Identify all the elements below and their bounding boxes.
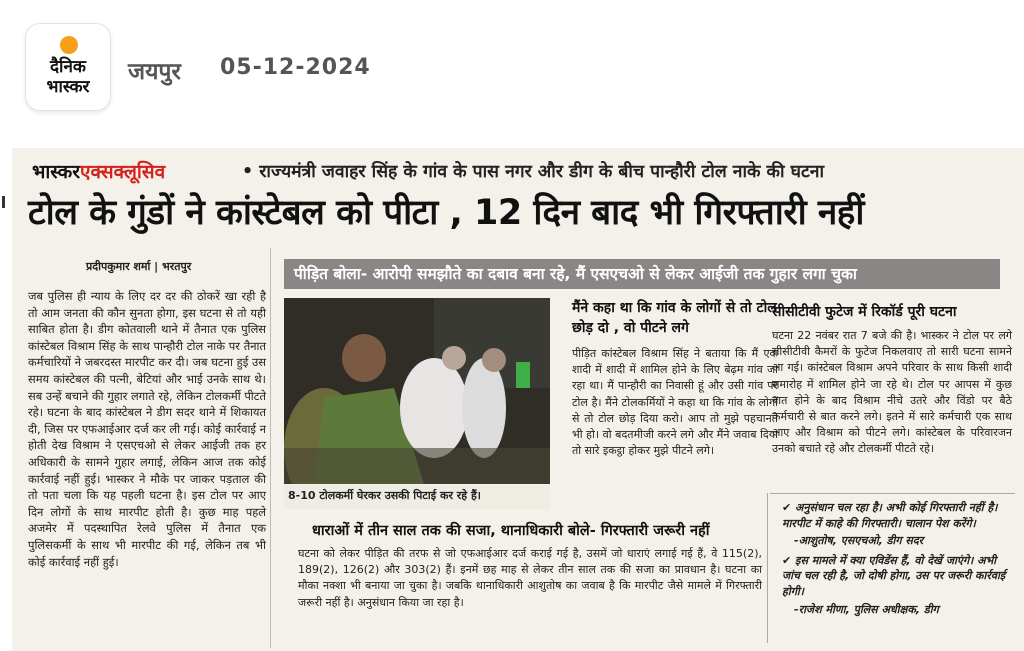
section-body: घटना को लेकर पीड़ित की तरफ से जो एफआईआर दर्ज कराई गई है, उसमें जो धाराएं लगाई गई हैं, वे 115(2), 189(2), 126(2) और 303(2) हैं। इनमें छह माह से लेकर तीन साल तक की सजा का प्रावधान है। घटना का मौका नक्शा भी बनाया जा चुका है। जबकि थानाधिकारी आशुतोष का जवाब है कि मारपीट जैसे मामले में गिरफ्तारी जरूरी नहीं है। अनुसंधान किया जा रहा है। [298, 547, 762, 609]
headline: टोल के गुंडों ने कांस्टेबल को पीटा , 12 दिन बाद भी गिरफ्तारी नहीं [28, 193, 864, 233]
quote-text: अनुसंधान चल रहा है। अभी कोई गिरफ्तारी नहीं है। मारपीट में काहे की गिरफ्तारी। चालान पेश करेंगे। [782, 501, 998, 530]
quote-item: ✔ इस मामले में क्या एविडेंस हैं, वो देखें जाएंगे। अभी जांच चल रही है, जो दोषी होगा, उस पर जरूरी कार्रवाई होगी। [782, 553, 1006, 598]
kicker-row [32, 154, 1017, 188]
left-column-body: जब पुलिस ही न्याय के लिए दर दर की ठोकरें खा रही है तो आम जनता की कौन सुनता होगा, इस घटना से तो यही साबित होता है। डीग कोतवाली थाने में तैनात एक पुलिस कांस्टेबल विश्राम सिंह के साथ पान्हौरी टोल नाके पर तैनात कर्मचारियों ने जबरदस्त मारपीट कर दी। जब घटना हुई उस समय कांस्टेबल की पत्नी, बेटियां और भाई उनके साथ थे। सब उन्हें बचाने की गुहार लगाते रहे, लेकिन टोलकर्मी पीटते रहे। घटना के बाद कांस्टेबल ने डीग सदर थाने में शिकायत दी, जिस पर एफआईआर दर्ज कर ली गई। कोई कार्रवाई न होती देख विश्राम ने एसएचओ से लेकर आईजी तक हर अधिकारी के सामने गुहार लगाई, लेकिन आज तक कोई कार्रवाई नहीं हुई। भास्कर ने मौके पर जाकर पड़ताल की तो पता चला कि यह पहली घटना है। इस टोल पर आए दिन लोगों के साथ मारपीट होती है। कुछ माह पहले अजमेर में पदस्थापित रेलवे पुलिस में तैनात एक पुलिसकर्मी के साथ भी मारपीट की गई, लेकिन तब भी कोई कार्रवाई नहीं हुई। [28, 289, 266, 569]
quote-text: इस मामले में क्या एविडेंस हैं, वो देखें जाएंगे। अभी जांच चल रही है, जो दोषी होगा, उस पर जरूरी कार्रवाई होगी। [782, 553, 1006, 598]
mid-column-heading: मैंने कहा था कि गांव के लोगों से तो टोल छोड़ दो , वो पीटने लगे [572, 300, 777, 336]
section-heading: धाराओं में तीन साल तक की सजा, थानाधिकारी बोले- गिरफ्तारी जरूरी नहीं [312, 523, 710, 539]
edition-date: 05-12-2024 [220, 55, 371, 80]
cctv-photo-illustration [284, 298, 550, 484]
kicker-brand [32, 158, 165, 184]
quote-box-left-rule [767, 493, 768, 643]
kicker-text: • राज्यमंत्री जवाहर सिंह के गांव के पास नगर और डीग के बीच पान्हौरी टोल नाके की घटना [242, 162, 825, 182]
cctv-photo [284, 298, 550, 484]
quote-box [782, 500, 1012, 621]
dainik-bhaskar-logo[interactable] [26, 24, 110, 110]
quote-item: ✔ अनुसंधान चल रहा है। अभी कोई गिरफ्तारी नहीं है। मारपीट में काहे की गिरफ्तारी। चालान पेश करेंगे। [782, 501, 998, 530]
column-divider [270, 248, 271, 648]
app-header [0, 0, 1024, 130]
right-column-heading: सीसीटीवी फुटेज में रिकॉर्ड पूरी घटना [772, 304, 957, 320]
quote-box-divider [770, 493, 1015, 494]
logo-text-line1: दैनिक [50, 57, 86, 77]
quote-attribution: -आशुतोष, एसएचओ, डीग सदर [794, 534, 924, 548]
kicker-brand-black: भास्कर [32, 161, 81, 183]
sun-icon [60, 36, 78, 54]
right-column-body: घटना 22 नवंबर रात 7 बजे की है। भास्कर ने टोल पर लगे सीसीटीवी कैमरों के फुटेज निकलवाए तो सारी घटना सामने आ गई। कांस्टेबल विश्राम अपने परिवार के साथ किसी शादी समारोह में शामिल होने जा रहे थे। टोल पर आपस में कुछ बात होने के बाद विश्राम नीचे उतरे और विंडो पर बैठे कर्मचारी से बात करने लगे। इतने में सारे कर्मचारी एक साथ आए और विश्राम को पीटने लगे। कांस्टेबल के परिवारजन उनको बचाते रहे और टोलकर्मी पीटते रहे। [772, 329, 1012, 456]
logo-text-line2: भास्कर [46, 77, 90, 97]
page-edge-mark [2, 196, 5, 208]
newspaper-clipping [12, 148, 1024, 651]
byline: प्रदीपकुमार शर्मा | भरतपुर [86, 260, 192, 273]
mid-column-body: पीड़ित कांस्टेबल विश्राम सिंह ने बताया कि मैं एक शादी में शादी में शामिल होने के लिए बेढ़म गांव जा रहा था। मैं पान्हौरी का निवासी हूं और उसी गांव पर टोल है। मैंने टोलकर्मियों ने कहा था कि गांव के लोगों से तो टोल छोड़ दिया करो। आप तो मुझे पहचानते भी हो। वो बदतमीजी करने लगे और मैंने जवाब दिया तो सारे इकट्ठा होकर मुझे पीटने लगे। [572, 347, 778, 458]
quote-attribution: -राजेश मीणा, पुलिस अधीक्षक, डीग [794, 602, 939, 616]
edition-city: जयपुर [128, 59, 181, 85]
sub-banner: पीड़ित बोला- आरोपी समझौते का दबाव बना रहे, मैं एसएचओ से लेकर आईजी तक गुहार लगा चुका [284, 259, 1000, 289]
kicker-brand-red: एक्सक्लूसिव [80, 161, 166, 183]
photo-caption: 8-10 टोलकर्मी घेरकर उसकी पिटाई कर रहे हैं। [284, 485, 550, 509]
